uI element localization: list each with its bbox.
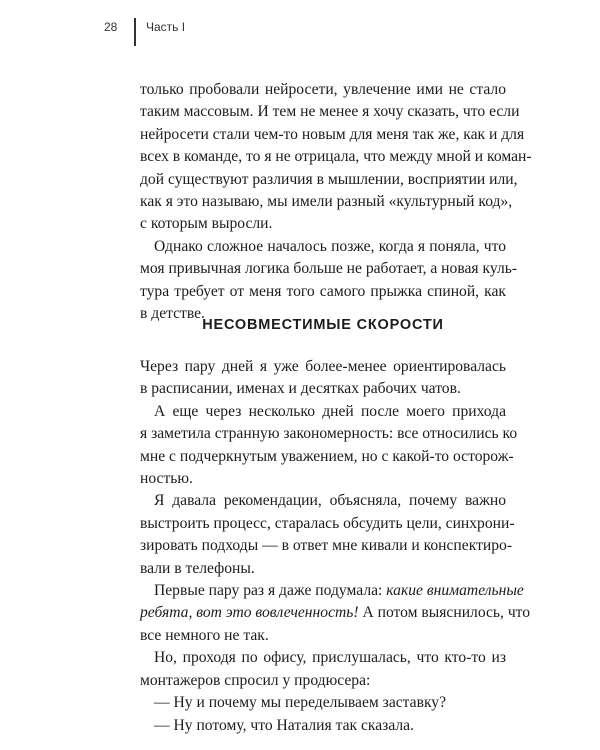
- text-line: всех в команде, то я не отрицала, что между мной и коман-: [140, 148, 532, 166]
- running-header: [0, 18, 600, 48]
- section-title: Часть I: [146, 20, 186, 34]
- text-line: я заметила странную закономерность: все относились ко: [140, 425, 518, 443]
- paragraph: [140, 236, 518, 326]
- paragraph: [140, 490, 515, 580]
- dialogue-line: — Ну потому, что Наталия так сказала.: [154, 716, 414, 734]
- text-line: только пробовали нейросети, увлечение ими не стало: [140, 81, 506, 98]
- text-line: нейросети стали чем-то новым для меня так же, как и для: [140, 125, 525, 143]
- text-line: мне с подчеркнутым уважением, но с какой-то осторож-: [140, 447, 514, 465]
- text-line: дой существуют различия в мышлении, восприятии или,: [140, 170, 518, 188]
- text-line: выстроить процесс, старалась обсудить цели, синхрони-: [140, 514, 515, 532]
- header-divider: [134, 18, 136, 46]
- text-line: таким массовым. И тем не менее я хочу сказать, что если: [140, 103, 520, 121]
- text-line: тура требует от меня того самого прыжка спиной, как: [140, 282, 506, 300]
- paragraph: [140, 647, 506, 692]
- italic-text-run: ребята, вот это вовлеченность!: [140, 604, 359, 622]
- text-line: [140, 602, 531, 624]
- text-line: Но, проходя по офису, прислушалась, что кто-то из: [154, 649, 506, 667]
- paragraph: [140, 356, 506, 401]
- text-line: зировать подходы — в ответ мне кивали и конспектиро-: [140, 537, 513, 555]
- section-heading: НЕСОВМЕСТИМЫЕ СКОРОСТИ: [202, 317, 444, 333]
- text-line: Однако сложное началось позже, когда я поняла, что: [154, 237, 506, 255]
- text-line: Через пару дней я уже более-менее ориентировалась: [140, 358, 506, 375]
- italic-text-run: какие внимательные: [386, 582, 524, 600]
- paragraph: [140, 580, 531, 647]
- text-line: вали в телефоны.: [140, 559, 255, 577]
- text-line: как я это называю, мы имели разный «культурный код»,: [140, 193, 513, 211]
- text-line: ностью.: [140, 470, 193, 488]
- text-line: все немного не так.: [140, 626, 269, 644]
- page-number: 28: [104, 20, 118, 34]
- paragraph: [140, 79, 532, 236]
- text-line: А еще через несколько дней после моего прихода: [154, 402, 506, 420]
- dialogue-line: — Ну и почему мы переделываем заставку?: [154, 694, 447, 712]
- text-line: в расписании, именах и десятках рабочих чатов.: [140, 380, 461, 398]
- text-block-bottom: [140, 356, 531, 737]
- dialogue: [140, 692, 506, 737]
- text-line: Я давала рекомендации, объясняла, почему важно: [154, 492, 506, 510]
- text-line: монтажеров спросил у продюсера:: [140, 671, 371, 689]
- text-line: в детстве.: [140, 305, 205, 323]
- text-run: А потом выяснилось, что: [358, 604, 531, 622]
- text-block-top: [140, 79, 532, 325]
- paragraph: [140, 401, 518, 491]
- text-line: моя привычная логика больше не работает, а новая куль-: [140, 260, 518, 278]
- text-line: [140, 580, 524, 602]
- text-run: Первые пару раз я даже подумала:: [154, 582, 387, 600]
- text-line: с которым выросли.: [140, 215, 273, 233]
